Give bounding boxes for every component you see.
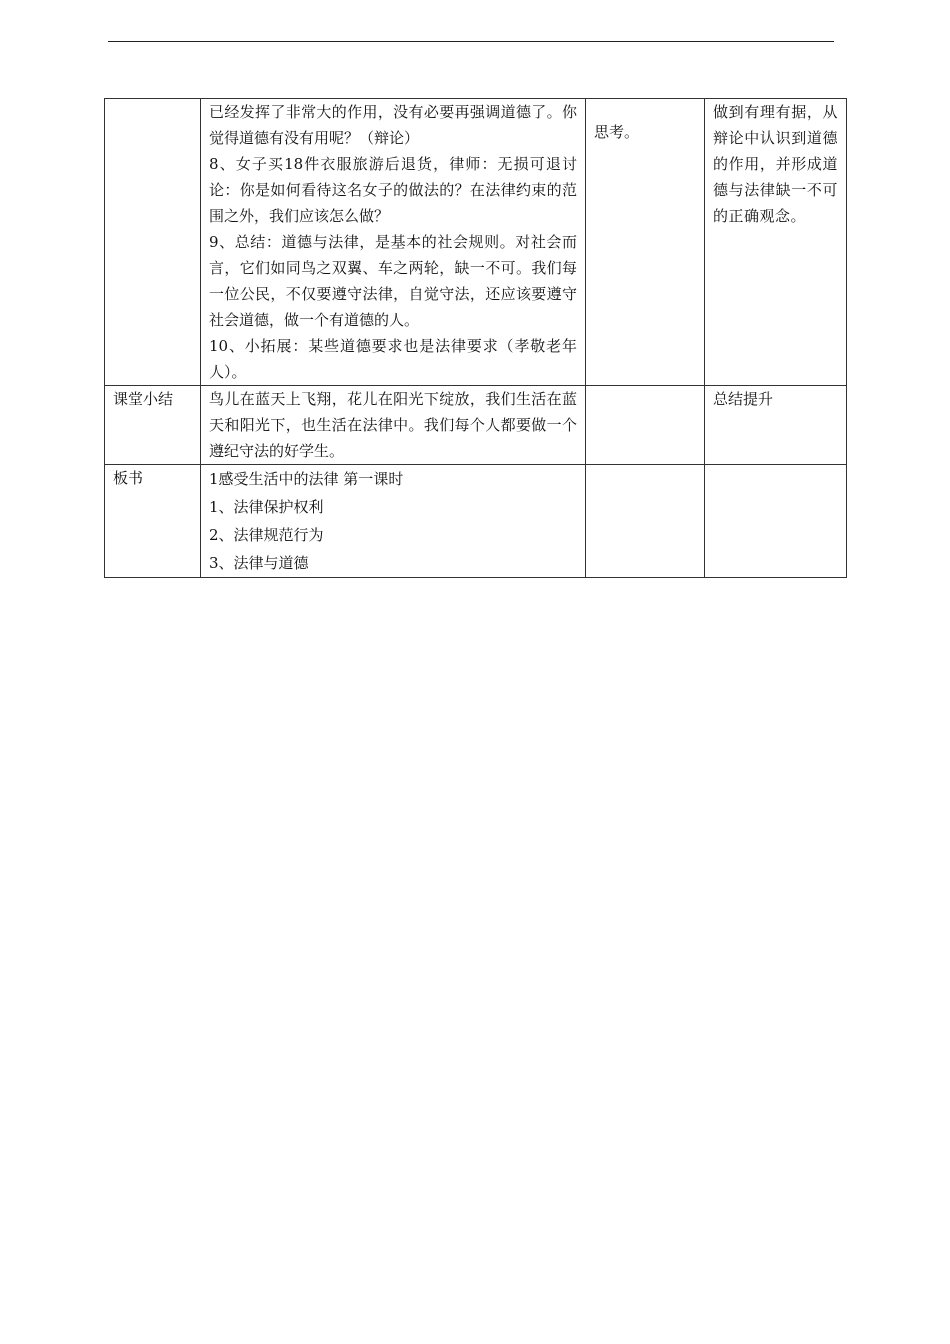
board-line-1: 1、法律保护权利: [209, 498, 324, 516]
summary-content-text: 鸟儿在蓝天上飞翔，花儿在阳光下绽放，我们生活在蓝天和阳光下，也生活在法律中。我们每个人都要做一个遵纪守法的好学生。: [209, 390, 577, 460]
design-intent-text: 做到有理有据，从辩论中认识到道德的作用，并形成道德与法律缺一不可的正确观念。: [713, 103, 838, 225]
board-content-cell: [201, 465, 586, 578]
activity-paragraph-debate: 已经发挥了非常大的作用，没有必要再强调道德了。你觉得道德有没有用呢？（辩论）: [209, 103, 577, 147]
table-row-summary: [105, 386, 847, 465]
design-intent-cell: [705, 99, 847, 386]
activity-paragraph-extension: 10、小拓展：某些道德要求也是法律要求（孝敬老年人）。: [209, 337, 577, 381]
student-activity-text: 思考。: [594, 123, 640, 141]
activity-paragraph-summary: 9、总结：道德与法律，是基本的社会规则。对社会而言，它们如同鸟之双翼、车之两轮，缺一不可。我们每一位公民，不仅要遵守法律，自觉守法，还应该要遵守社会道德，做一个有道德的人。: [209, 233, 577, 329]
row-label-board: 板书: [105, 465, 201, 578]
table-row-board: [105, 465, 847, 578]
table-row-activity: [105, 99, 847, 386]
summary-design-intent: 总结提升: [705, 386, 847, 465]
lesson-plan-table: [104, 98, 847, 578]
activity-content: [201, 99, 586, 386]
summary-student-activity: [586, 386, 705, 465]
board-line-2: 2、法律规范行为: [209, 526, 324, 544]
row-label-summary: 课堂小结: [105, 386, 201, 465]
header-rule: [108, 41, 834, 42]
row-label-activity: [105, 99, 201, 386]
student-activity-cell: [586, 99, 705, 386]
board-design-intent: [705, 465, 847, 578]
activity-paragraph-case: 8、女子买18件衣服旅游后退货，律师：无损可退讨论：你是如何看待这名女子的做法的？在法律约束的范围之外，我们应该怎么做？: [209, 155, 577, 225]
board-line-3: 3、法律与道德: [209, 554, 309, 572]
summary-content-cell: [201, 386, 586, 465]
board-line-title: 1感受生活中的法律 第一课时: [209, 470, 404, 488]
board-student-activity: [586, 465, 705, 578]
